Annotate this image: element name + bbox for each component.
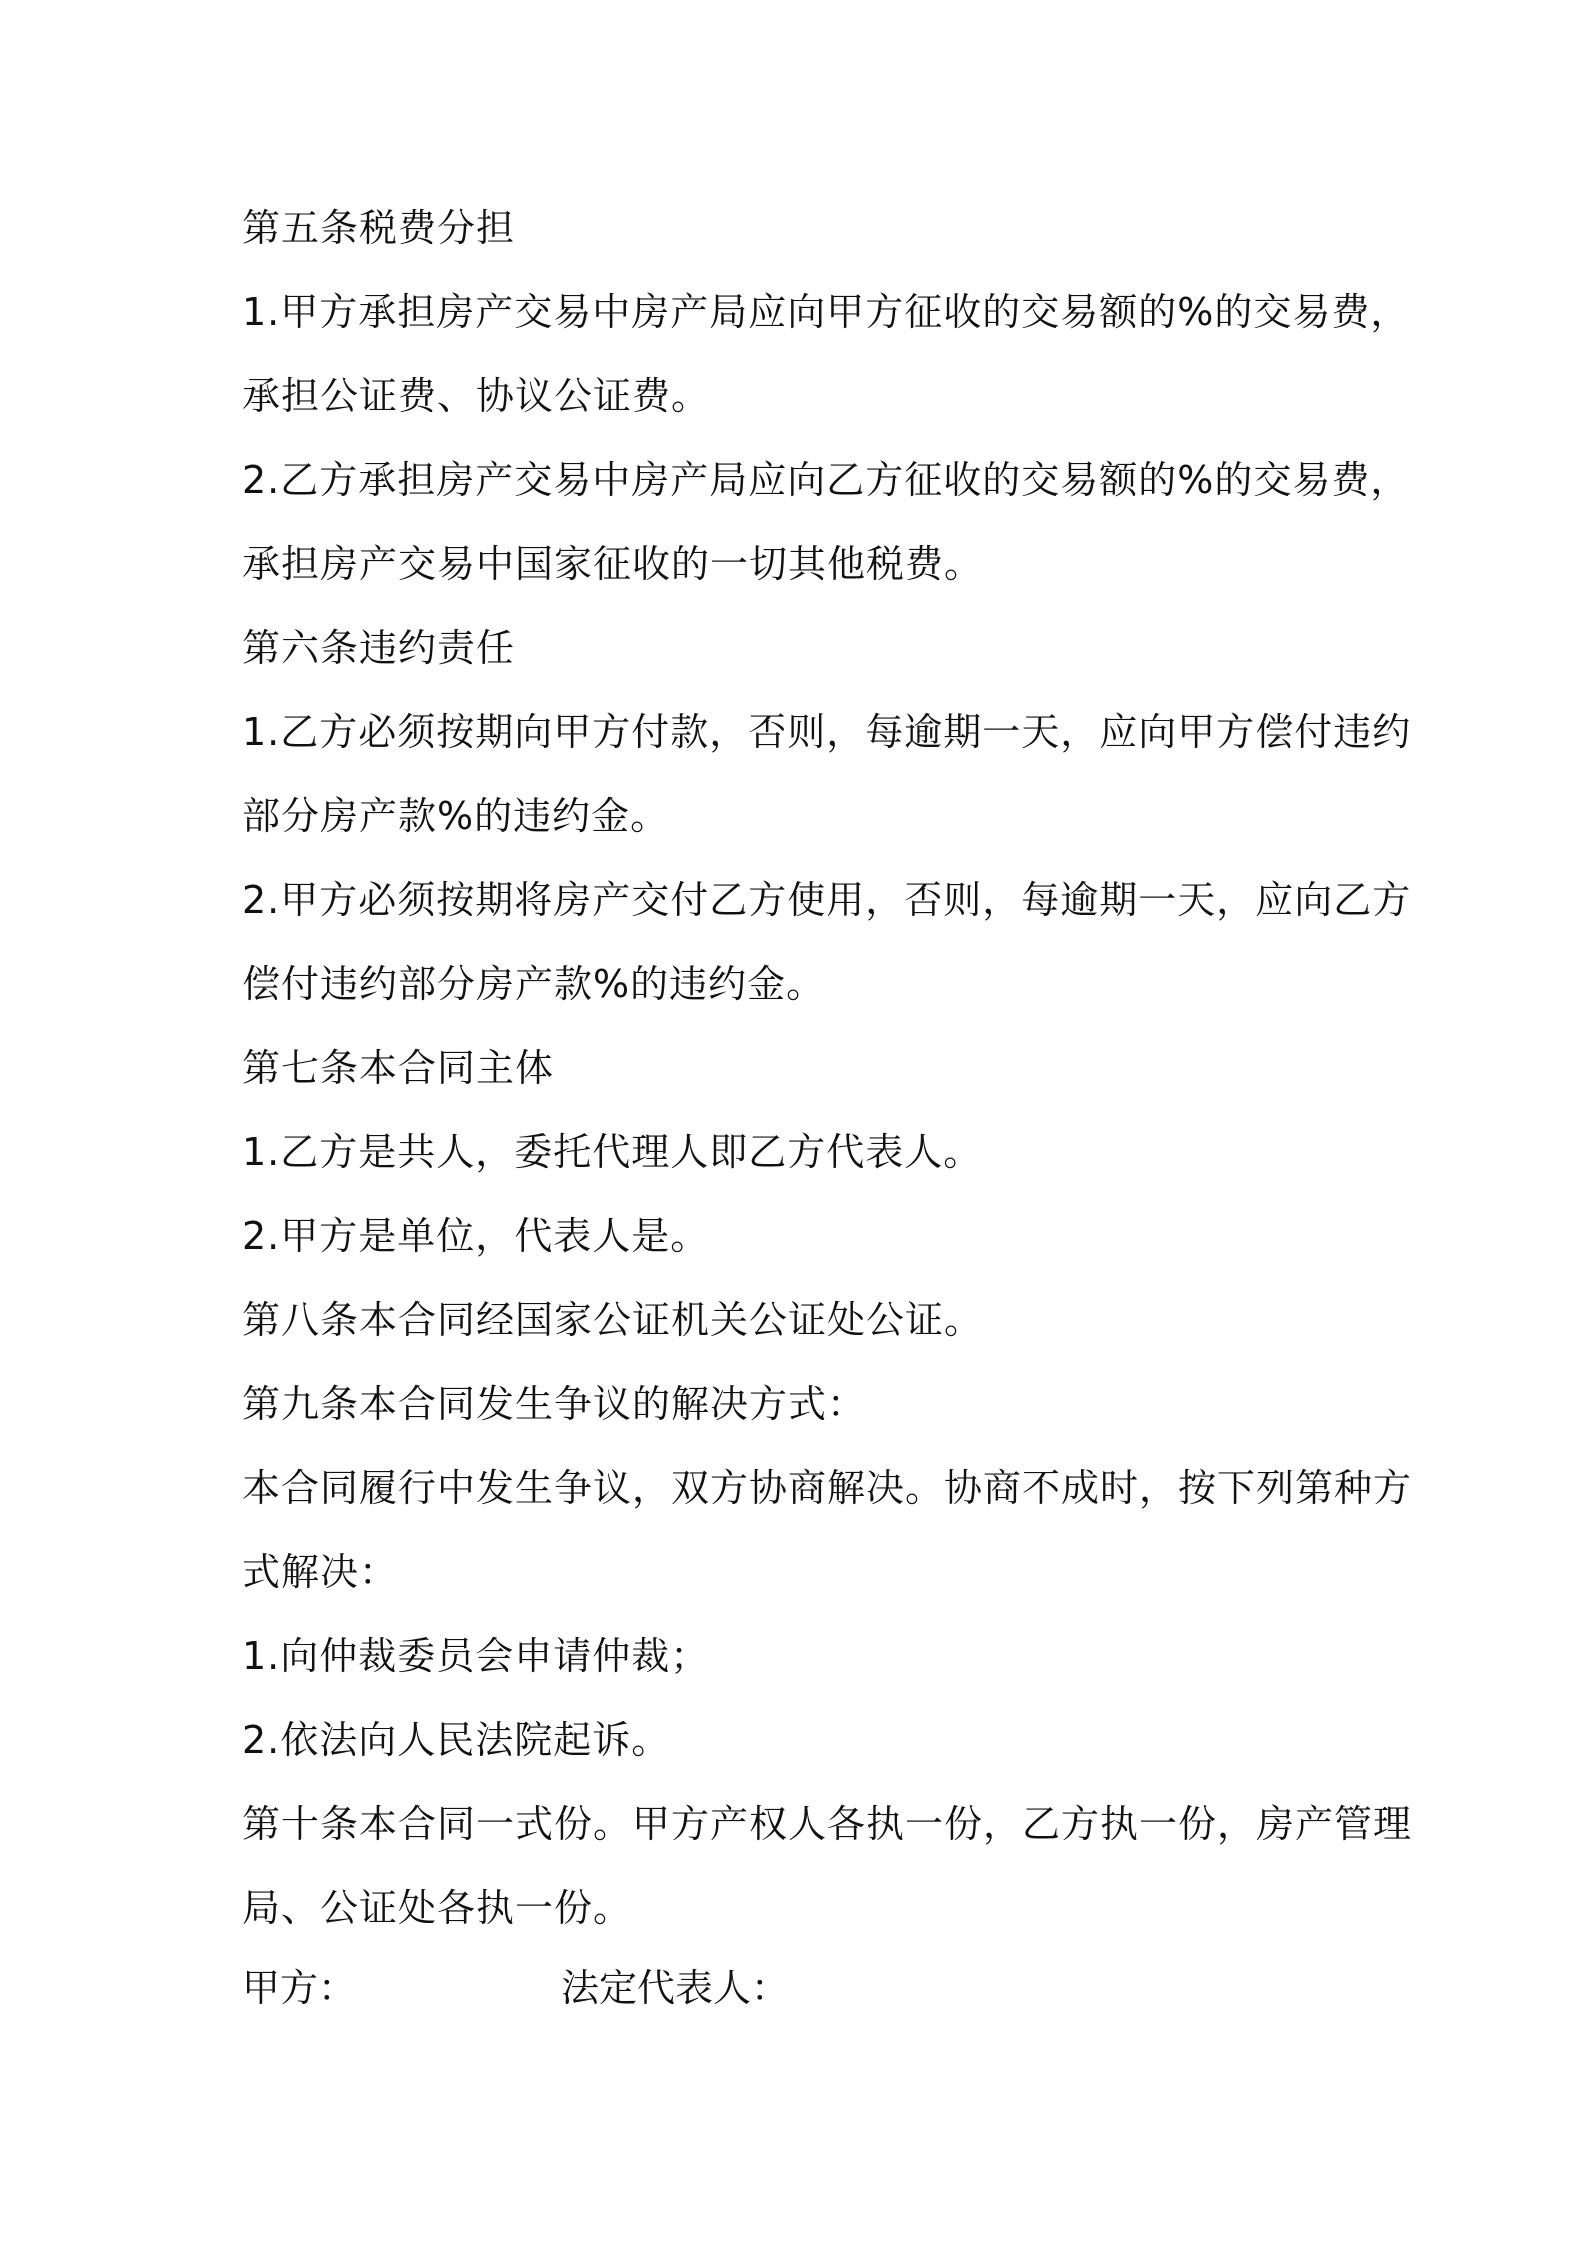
- clause-5-item-1-line-2: 承担公证费、协议公证费。: [242, 374, 711, 418]
- clause-5-heading: 第五条税费分担: [242, 206, 516, 250]
- clause-7-heading: 第七条本合同主体: [242, 1046, 555, 1090]
- clause-10-line-1: 第十条本合同一式份。甲方产权人各执一份，乙方执一份，房产管理: [242, 1802, 1413, 1846]
- clause-5-item-2-line-1: 2.乙方承担房产交易中房产局应向乙方征收的交易额的%的交易费，: [242, 458, 1410, 502]
- clause-9-body-line-1: 本合同履行中发生争议，双方协商解决。协商不成时，按下列第种方: [242, 1466, 1413, 1510]
- clause-6-heading: 第六条违约责任: [242, 626, 516, 670]
- clause-8: 第八条本合同经国家公证机关公证处公证。: [242, 1298, 984, 1342]
- clause-6-item-1-line-2: 部分房产款%的违约金。: [242, 794, 670, 838]
- clause-7-item-2: 2.甲方是单位，代表人是。: [242, 1214, 710, 1258]
- clause-6-item-2-line-1: 2.甲方必须按期将房产交付乙方使用，否则，每逾期一天，应向乙方: [242, 878, 1412, 922]
- clause-6-item-2-line-2: 偿付违约部分房产款%的违约金。: [242, 962, 826, 1006]
- clause-5-item-1-line-1: 1.甲方承担房产交易中房产局应向甲方征收的交易额的%的交易费，: [242, 290, 1410, 334]
- clause-9-body-line-2: 式解决：: [242, 1550, 399, 1594]
- legal-representative-label: 法定代表人：: [561, 1966, 790, 2010]
- clause-9-option-1: 1.向仲裁委员会申请仲裁；: [242, 1634, 710, 1678]
- clause-9-heading: 第九条本合同发生争议的解决方式：: [242, 1382, 867, 1426]
- clause-6-item-1-line-1: 1.乙方必须按期向甲方付款，否则，每逾期一天，应向甲方偿付违约: [242, 710, 1412, 754]
- clause-10-line-2: 局、公证处各执一份。: [242, 1886, 633, 1930]
- clause-5-item-2-line-2: 承担房产交易中国家征收的一切其他税费。: [242, 542, 984, 586]
- party-a-signature-label: 甲方：: [242, 1966, 357, 2010]
- clause-9-option-2: 2.依法向人民法院起诉。: [242, 1718, 671, 1762]
- clause-7-item-1: 1.乙方是共人，委托代理人即乙方代表人。: [242, 1130, 983, 1174]
